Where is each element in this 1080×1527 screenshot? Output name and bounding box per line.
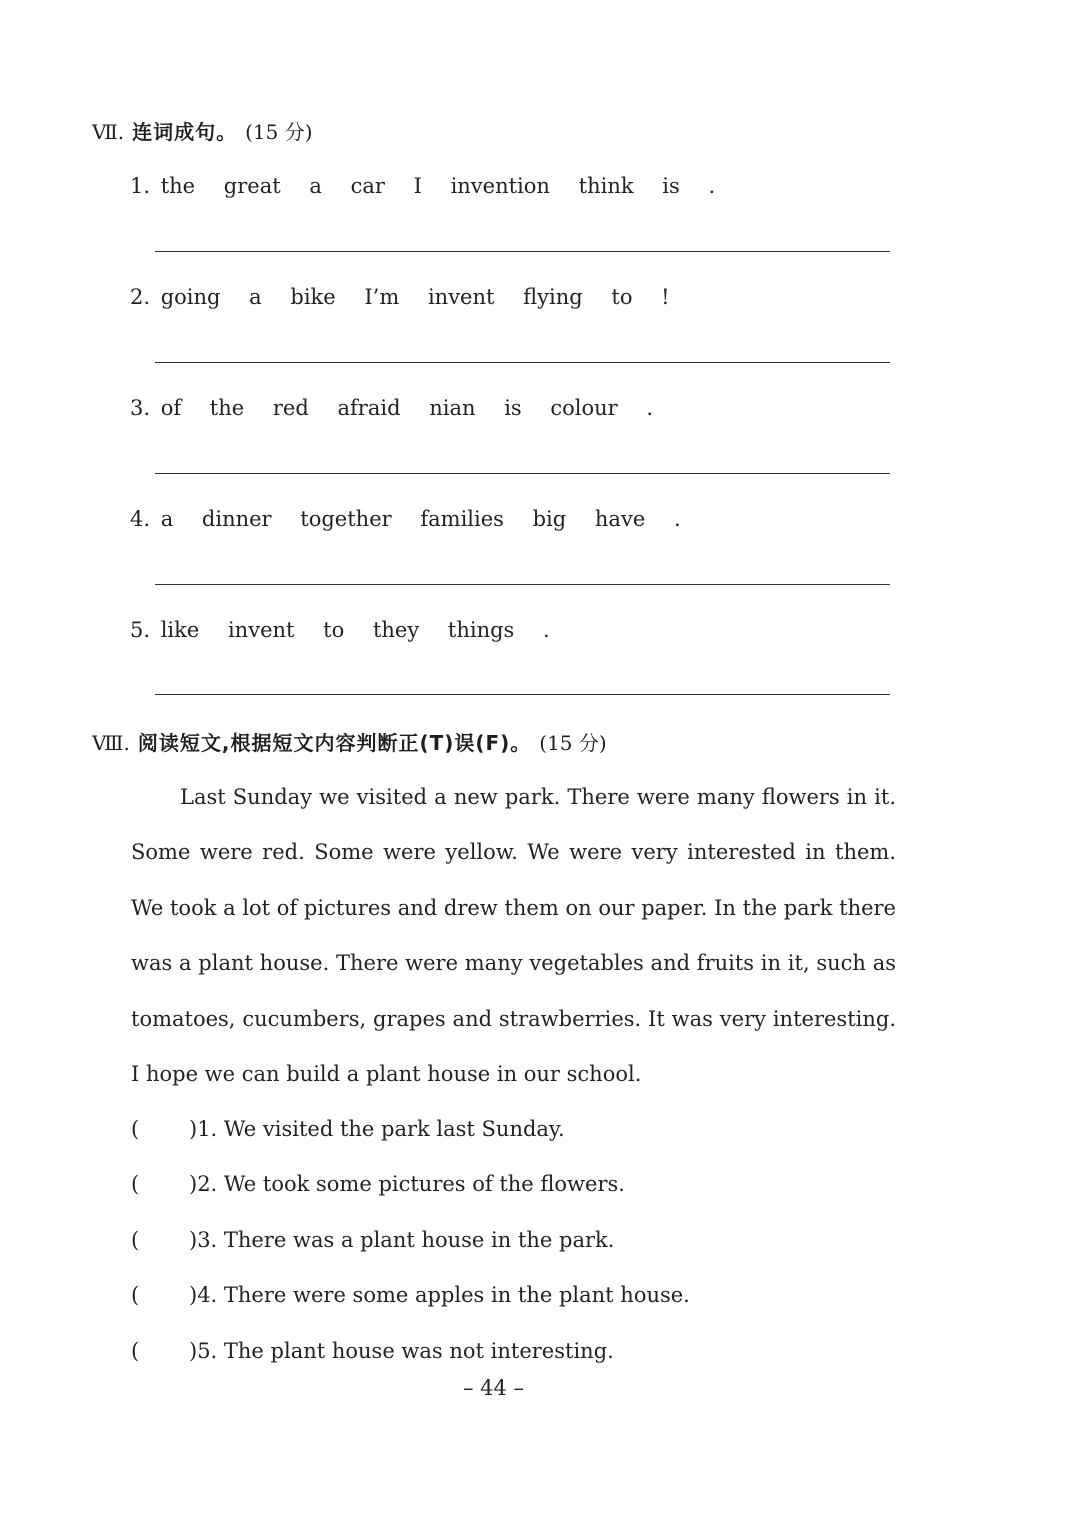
answer-line-3[interactable] <box>155 473 890 474</box>
word: think <box>578 174 634 198</box>
word: dinner <box>201 507 272 531</box>
tf-statement-2 <box>131 1169 625 1199</box>
question-1-words <box>130 171 715 201</box>
question-number: 1. <box>130 174 151 198</box>
answer-paren[interactable]: ( <box>131 1339 140 1363</box>
reading-passage: Last Sunday we visited a new park. There were many flowers in it. Some were red. Some were yellow. We were very interested in them. We took a lot of pictures and drew them on our paper. In the park there was a plant house. There were many vegetables and fruits in it, such as tomatoes, cucumbers, grapes and strawberries. It was very interesting. I hope we can build a plant house in our school. <box>131 785 896 1087</box>
question-number: 5. <box>130 618 151 642</box>
answer-line-4[interactable] <box>155 584 890 585</box>
answer-paren[interactable]: ( <box>131 1172 140 1196</box>
word: to <box>323 618 345 642</box>
word: . <box>708 174 716 198</box>
word: families <box>420 507 504 531</box>
statement-text: )1. We visited the park last Sunday. <box>189 1117 565 1141</box>
word: invention <box>450 174 550 198</box>
word: . <box>646 396 654 420</box>
word: they <box>372 618 420 642</box>
statement-text: )2. We took some pictures of the flowers. <box>189 1172 625 1196</box>
word: is <box>504 396 522 420</box>
word: afraid <box>337 396 401 420</box>
word: big <box>532 507 567 531</box>
word: a <box>249 285 262 309</box>
answer-paren[interactable]: ( <box>131 1117 140 1141</box>
word: red <box>272 396 309 420</box>
page-number: – 44 – <box>462 1376 525 1400</box>
word: . <box>673 507 681 531</box>
word: colour <box>550 396 618 420</box>
tf-statement-3 <box>131 1225 614 1255</box>
word: have <box>594 507 646 531</box>
word: . <box>543 618 550 642</box>
section-8-heading <box>92 727 607 756</box>
word: ! <box>661 285 670 309</box>
section-8-title: 阅读短文,根据短文内容判断正(T)误(F)。 <box>137 731 532 755</box>
answer-line-5[interactable] <box>155 694 890 695</box>
question-number: 4. <box>130 507 151 531</box>
word: of <box>160 396 182 420</box>
word: flying <box>523 285 583 309</box>
question-number: 2. <box>130 285 151 309</box>
word: I’m <box>364 285 400 309</box>
answer-paren[interactable]: ( <box>131 1283 140 1307</box>
tf-statement-5 <box>131 1336 614 1366</box>
word: to <box>611 285 633 309</box>
answer-line-1[interactable] <box>155 251 890 252</box>
word: great <box>223 174 281 198</box>
word: together <box>300 507 392 531</box>
section-7-roman: Ⅶ. <box>92 120 125 144</box>
question-4-words <box>130 504 681 534</box>
word: bike <box>290 285 336 309</box>
question-number: 3. <box>130 396 151 420</box>
word: I <box>413 174 422 198</box>
word: going <box>160 285 221 309</box>
word: car <box>350 174 385 198</box>
question-2-words <box>130 282 670 312</box>
tf-statement-4 <box>131 1280 690 1310</box>
word: invent <box>427 285 495 309</box>
statement-text: )5. The plant house was not interesting. <box>189 1339 614 1363</box>
word: a <box>309 174 322 198</box>
question-5-words <box>130 615 550 645</box>
section-7-heading <box>92 116 313 145</box>
section-8-score: (15 分) <box>539 731 607 755</box>
answer-line-2[interactable] <box>155 362 890 363</box>
question-3-words <box>130 393 653 423</box>
section-7-score: (15 分) <box>245 120 313 144</box>
word: invent <box>227 618 295 642</box>
section-7-title: 连词成句。 <box>132 120 238 144</box>
statement-text: )3. There was a plant house in the park. <box>189 1228 615 1252</box>
tf-statement-1 <box>131 1114 565 1144</box>
word: things <box>447 618 515 642</box>
answer-paren[interactable]: ( <box>131 1228 140 1252</box>
word: a <box>160 507 174 531</box>
word: like <box>160 618 200 642</box>
word: the <box>160 174 196 198</box>
statement-text: )4. There were some apples in the plant house. <box>189 1283 690 1307</box>
word: is <box>662 174 680 198</box>
section-8-roman: Ⅷ. <box>92 731 130 755</box>
word: the <box>209 396 245 420</box>
word: nian <box>429 396 476 420</box>
